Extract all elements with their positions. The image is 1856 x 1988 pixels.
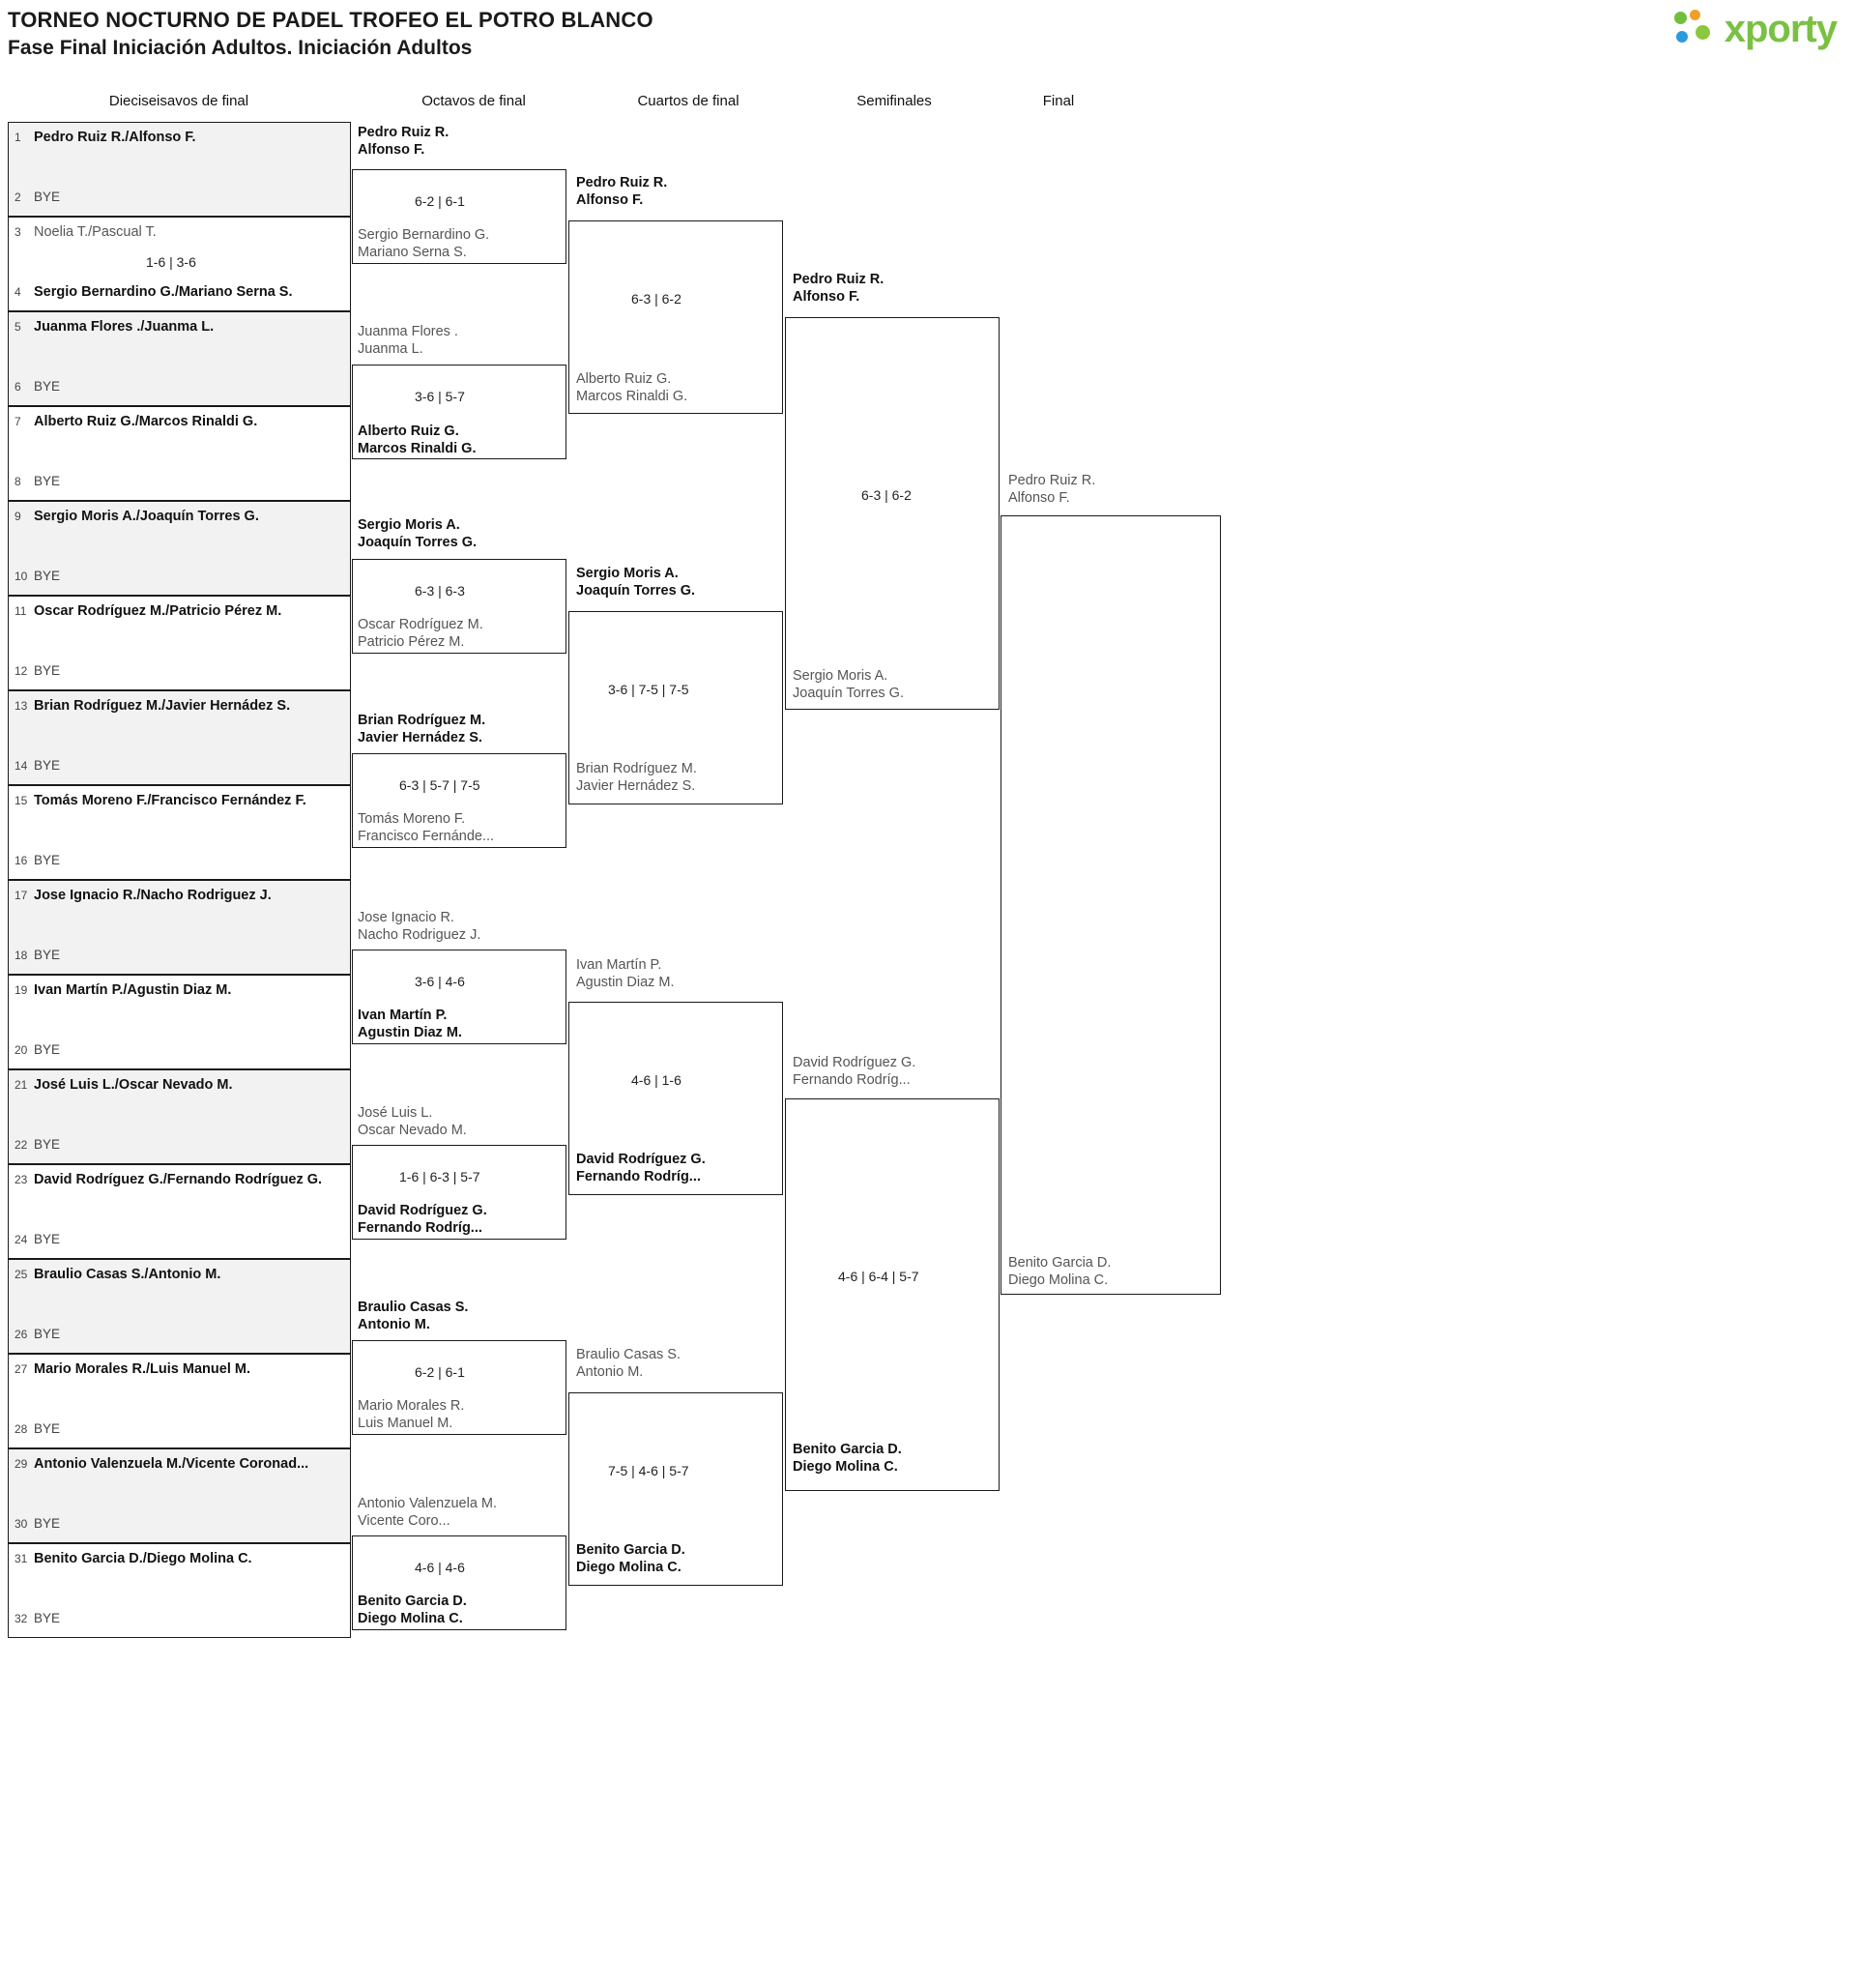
player-name: Alberto Ruiz G./Marcos Rinaldi G. — [34, 414, 258, 429]
seed-number: 12 — [14, 664, 28, 678]
round-header-cuartos: Cuartos de final — [637, 93, 740, 109]
player-name: Joaquín Torres G. — [358, 535, 478, 550]
player-name: Agustin Diaz M. — [358, 1025, 462, 1040]
match-score: 7-5 | 4-6 | 5-7 — [608, 1463, 689, 1478]
player-name: Sergio Bernardino G. — [358, 227, 490, 243]
semifinal-match-1[interactable] — [785, 317, 1000, 710]
player-name: Nacho Rodriguez J. — [358, 927, 481, 943]
player-name: Benito Garcia D./Diego Molina C. — [34, 1551, 252, 1566]
seed-number: 27 — [14, 1362, 28, 1376]
player-name: Tomás Moreno F. — [358, 811, 466, 827]
player-name: Pedro Ruiz R. — [576, 175, 668, 190]
r16-match-14[interactable] — [8, 1354, 351, 1448]
player-name: Javier Hernádez S. — [576, 778, 696, 794]
player-name: Joaquín Torres G. — [576, 583, 696, 599]
player-name: Antonio M. — [576, 1364, 644, 1380]
bye-label: BYE — [34, 1516, 61, 1531]
player-name: David Rodríguez G. — [358, 1203, 487, 1218]
player-name: Agustin Diaz M. — [576, 975, 675, 990]
seed-number: 11 — [14, 604, 27, 618]
player-name: Mario Morales R. — [358, 1398, 465, 1414]
xporty-logo — [1674, 10, 1837, 48]
r16-match-11[interactable] — [8, 1069, 351, 1164]
player-name: José Luis L./Oscar Nevado M. — [34, 1077, 233, 1093]
player-name: Marcos Rinaldi G. — [358, 441, 477, 456]
r16-match-3[interactable] — [8, 311, 351, 406]
player-name: Sergio Moris A. — [793, 668, 888, 684]
match-score: 3-6 | 4-6 — [415, 974, 465, 989]
seed-number: 3 — [14, 225, 21, 239]
r16-match-15[interactable] — [8, 1448, 351, 1543]
page-title — [8, 6, 653, 62]
tournament-subtitle: Fase Final Iniciación Adultos. Iniciación Adultos — [8, 37, 473, 59]
bye-label: BYE — [34, 1611, 61, 1625]
seed-number: 28 — [14, 1422, 28, 1436]
player-name: Pedro Ruiz R./Alfonso F. — [34, 130, 196, 145]
player-name: Sergio Moris A./Joaquín Torres G. — [34, 509, 259, 524]
logo-text: xporty — [1724, 8, 1837, 50]
round-header-octavos: Octavos de final — [421, 93, 526, 109]
player-name: Fernando Rodríg... — [358, 1220, 482, 1236]
seed-number: 13 — [14, 699, 28, 713]
seed-number: 9 — [14, 510, 21, 523]
seed-number: 23 — [14, 1173, 28, 1186]
bye-label: BYE — [34, 474, 61, 488]
seed-number: 26 — [14, 1328, 28, 1341]
bye-label: BYE — [34, 379, 61, 394]
bye-label: BYE — [34, 1232, 61, 1246]
player-name: Oscar Rodríguez M. — [358, 617, 483, 632]
player-name: Noelia T./Pascual T. — [34, 224, 157, 240]
player-name: Marcos Rinaldi G. — [576, 389, 688, 404]
seed-number: 7 — [14, 415, 21, 428]
r16-match-2[interactable] — [8, 217, 351, 311]
player-name: Diego Molina C. — [576, 1560, 682, 1575]
player-name: Ivan Martín P. — [358, 1008, 448, 1023]
player-name: Benito Garcia D. — [576, 1542, 685, 1558]
bye-label: BYE — [34, 190, 61, 204]
player-name: Brian Rodríguez M./Javier Hernádez S. — [34, 698, 291, 714]
player-name: Brian Rodríguez M. — [576, 761, 697, 776]
player-name: Alberto Ruiz G. — [576, 371, 672, 387]
bye-label: BYE — [34, 1042, 61, 1057]
match-score: 3-6 | 7-5 | 7-5 — [608, 682, 689, 697]
seed-number: 8 — [14, 475, 21, 488]
match-score: 6-3 | 6-2 — [631, 291, 682, 307]
player-name: Patricio Pérez M. — [358, 634, 465, 650]
player-name: Pedro Ruiz R. — [358, 125, 450, 140]
match-score: 3-6 | 5-7 — [415, 389, 465, 404]
bye-label: BYE — [34, 663, 61, 678]
seed-number: 5 — [14, 320, 21, 334]
bye-label: BYE — [34, 758, 61, 773]
player-name: Alfonso F. — [1008, 490, 1070, 506]
player-name: José Luis L. — [358, 1105, 433, 1121]
bye-label: BYE — [34, 948, 61, 962]
match-score: 6-3 | 5-7 | 7-5 — [399, 777, 480, 793]
round-header-final: Final — [1042, 93, 1075, 109]
player-name: Antonio Valenzuela M. — [358, 1496, 498, 1511]
player-name: Luis Manuel M. — [358, 1416, 453, 1431]
seed-number: 21 — [14, 1078, 28, 1092]
seed-number: 10 — [14, 570, 28, 583]
seed-number: 2 — [14, 190, 21, 204]
player-name: David Rodríguez G. — [576, 1152, 706, 1167]
final-match[interactable] — [1000, 515, 1221, 1295]
player-name: Diego Molina C. — [358, 1611, 463, 1626]
round-header-semis: Semifinales — [856, 93, 932, 109]
seed-number: 30 — [14, 1517, 28, 1531]
player-name: David Rodríguez G. — [793, 1055, 916, 1070]
seed-number: 6 — [14, 380, 21, 394]
seed-number: 18 — [14, 949, 28, 962]
match-score: 4-6 | 6-4 | 5-7 — [838, 1269, 919, 1284]
player-name: Fernando Rodríg... — [793, 1072, 911, 1088]
player-name: Jose Ignacio R./Nacho Rodriguez J. — [34, 888, 272, 903]
player-name: Ivan Martín P. — [576, 957, 662, 973]
player-name: Alberto Ruiz G. — [358, 424, 459, 439]
bye-label: BYE — [34, 569, 61, 583]
player-name: Javier Hernádez S. — [358, 730, 482, 746]
r16-match-4[interactable] — [8, 406, 351, 501]
player-name: Diego Molina C. — [1008, 1272, 1109, 1288]
r16-match-13[interactable] — [8, 1259, 351, 1354]
seed-number: 1 — [14, 131, 21, 144]
player-name: Antonio M. — [358, 1317, 430, 1332]
bye-label: BYE — [34, 1327, 61, 1341]
r16-match-16[interactable] — [8, 1543, 351, 1638]
seed-number: 14 — [14, 759, 28, 773]
match-score: 6-3 | 6-3 — [415, 583, 465, 599]
r16-match-10[interactable] — [8, 975, 351, 1069]
player-name: Sergio Bernardino G./Mariano Serna S. — [34, 284, 293, 300]
player-name: Benito Garcia D. — [1008, 1255, 1112, 1271]
seed-number: 15 — [14, 794, 28, 807]
r16-match-8[interactable] — [8, 785, 351, 880]
player-name: Vicente Coro... — [358, 1513, 450, 1529]
match-score: 4-6 | 1-6 — [631, 1072, 682, 1088]
seed-number: 24 — [14, 1233, 28, 1246]
seed-number: 32 — [14, 1612, 28, 1625]
player-name: Juanma Flores ./Juanma L. — [34, 319, 215, 335]
seed-number: 4 — [14, 285, 21, 299]
player-name: Alfonso F. — [358, 142, 425, 158]
player-name: Francisco Fernánde... — [358, 829, 495, 844]
seed-number: 29 — [14, 1457, 28, 1471]
player-name: Oscar Rodríguez M./Patricio Pérez M. — [34, 603, 282, 619]
player-name: Mariano Serna S. — [358, 245, 467, 260]
match-score: 6-2 | 6-1 — [415, 1364, 465, 1380]
player-name: Pedro Ruiz R. — [793, 272, 884, 287]
player-name: Diego Molina C. — [793, 1459, 898, 1475]
player-name: Braulio Casas S. — [358, 1300, 469, 1315]
seed-number: 20 — [14, 1043, 28, 1057]
logo-dots-icon — [1674, 10, 1715, 48]
match-score: 6-2 | 6-1 — [415, 193, 465, 209]
seed-number: 22 — [14, 1138, 28, 1152]
seed-number: 25 — [14, 1268, 28, 1281]
r16-match-12[interactable] — [8, 1164, 351, 1259]
r16-match-7[interactable] — [8, 690, 351, 785]
bye-label: BYE — [34, 1137, 61, 1152]
bye-label: BYE — [34, 853, 61, 867]
player-name: Ivan Martín P./Agustin Diaz M. — [34, 982, 232, 998]
player-name: Juanma Flores . — [358, 324, 458, 339]
r16-match-1[interactable] — [8, 122, 351, 217]
player-name: Braulio Casas S. — [576, 1347, 681, 1362]
player-name: Jose Ignacio R. — [358, 910, 454, 925]
seed-number: 19 — [14, 983, 28, 997]
r16-match-9[interactable] — [8, 880, 351, 975]
player-name: Benito Garcia D. — [793, 1442, 902, 1457]
player-name: Pedro Ruiz R. — [1008, 473, 1096, 488]
tournament-title: TORNEO NOCTURNO DE PADEL TROFEO EL POTRO BLANCO — [8, 8, 653, 32]
player-name: Alfonso F. — [576, 192, 644, 208]
player-name: Benito Garcia D. — [358, 1593, 467, 1609]
r16-match-5[interactable] — [8, 501, 351, 596]
match-score: 4-6 | 4-6 — [415, 1560, 465, 1575]
round-header-r16: Dieciseisavos de final — [108, 93, 249, 109]
player-name: Brian Rodríguez M. — [358, 713, 486, 728]
player-name: Fernando Rodríg... — [576, 1169, 701, 1184]
player-name: Mario Morales R./Luis Manuel M. — [34, 1361, 250, 1377]
match-score: 6-3 | 6-2 — [861, 487, 912, 503]
seed-number: 17 — [14, 889, 28, 902]
r16-match-6[interactable] — [8, 596, 351, 690]
player-name: Antonio Valenzuela M./Vicente Coronad... — [34, 1456, 309, 1472]
match-score: 1-6 | 6-3 | 5-7 — [399, 1169, 480, 1184]
player-name: Sergio Moris A. — [576, 566, 679, 581]
player-name: Tomás Moreno F./Francisco Fernández F. — [34, 793, 306, 808]
semifinal-match-2[interactable] — [785, 1098, 1000, 1491]
bye-label: BYE — [34, 1421, 61, 1436]
player-name: Oscar Nevado M. — [358, 1123, 467, 1138]
player-name: Braulio Casas S./Antonio M. — [34, 1267, 221, 1282]
player-name: Joaquín Torres G. — [793, 686, 904, 701]
player-name: Sergio Moris A. — [358, 517, 460, 533]
player-name: David Rodríguez G./Fernando Rodríguez G. — [34, 1172, 323, 1187]
seed-number: 16 — [14, 854, 28, 867]
player-name: Juanma L. — [358, 341, 423, 357]
player-name: Alfonso F. — [793, 289, 860, 305]
match-score: 1-6 | 3-6 — [146, 254, 196, 270]
seed-number: 31 — [14, 1552, 28, 1565]
